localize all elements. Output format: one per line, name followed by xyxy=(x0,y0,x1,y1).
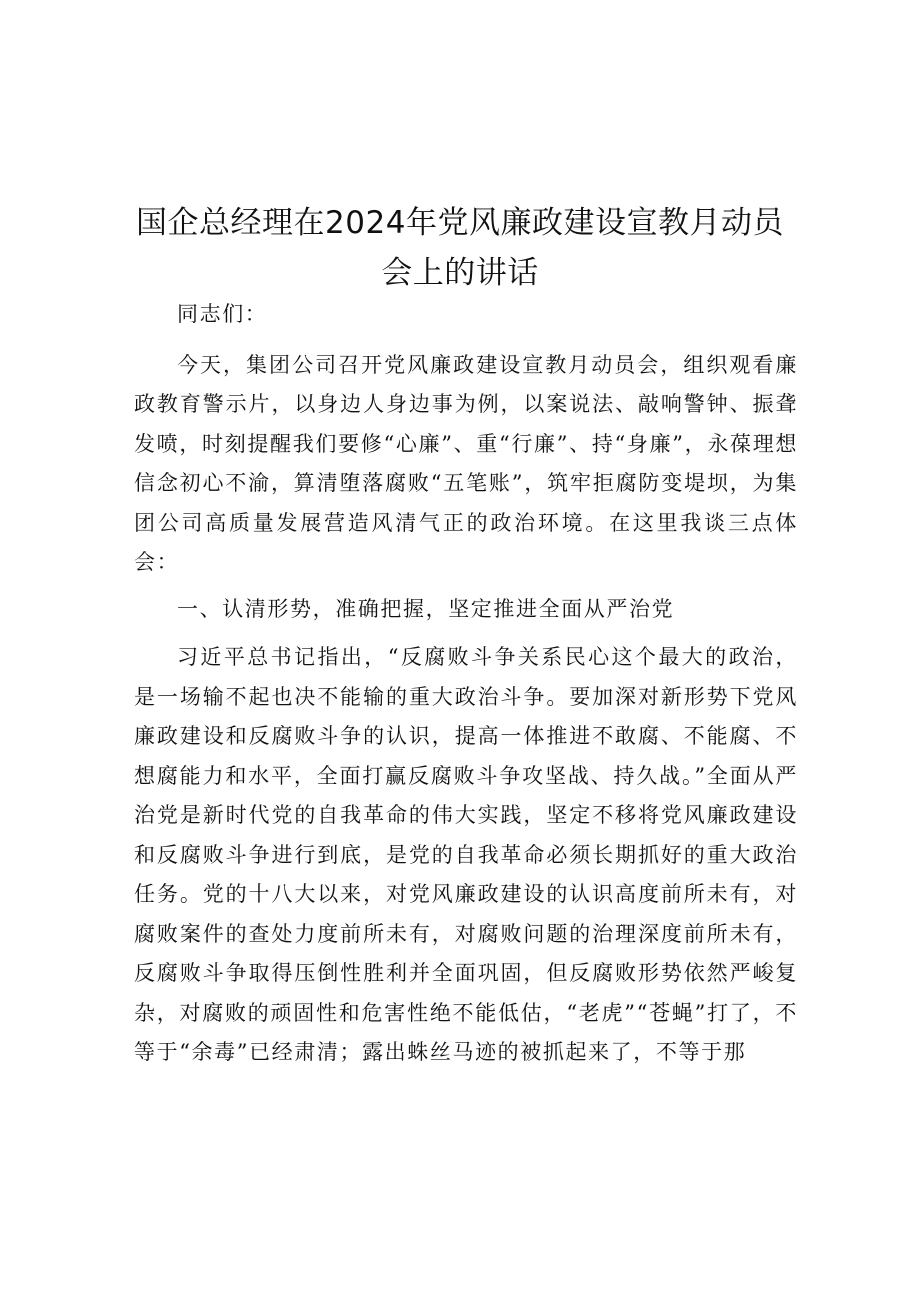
greeting: 同志们： xyxy=(177,302,268,326)
document-title xyxy=(120,198,800,298)
section-heading-1: 一、认清形势，准确把握，坚定推进全面从严治党 xyxy=(177,596,675,621)
document-body xyxy=(134,295,798,1080)
title-line-1: 国企总经理在2024年党风廉政建设宣教月动员 xyxy=(136,205,784,241)
paragraph-section-1: 习近平总书记指出，“反腐败斗争关系民心这个最大的政治，是一场输不起也决不能输的重大政治斗争。要加深对新形势下党风廉政建设和反腐败斗争的认识，提高一体推进不敢腐、不能腐、不想腐能力和水平，全面打赢反腐败斗争攻坚战、持久战。”全面从严治党是新时代党的自我革命的伟大实践，坚定不移将党风廉政建设和反腐败斗争进行到底，是党的自我革命必须长期抓好的重大政治任务。党的十八大以来，对党风廉政建设的认识高度前所未有，对腐败案件的查处力度前所未有，对腐败问题的治理深度前所未有，反腐败斗争取得压倒性胜利并全面巩固，但反腐败形势依然严峻复杂，对腐败的顽固性和危害性绝不能低估，“老虎”“苍蝇”打了，不等于“余毒”已经肃清；露出蛛丝马迹的被抓起来了，不等于那 xyxy=(134,645,798,1064)
title-line-2: 会上的讲话 xyxy=(381,255,539,291)
paragraph-intro: 今天，集团公司召开党风廉政建设宣教月动员会，组织观看廉政教育警示片，以身边人身边事为例，以案说法、敲响警钟、振聋发喷，时刻提醒我们要修“心廉”、重“行廉”、持“身廉”，永葆理想信念初心不渝，算清堕落腐败“五笔账”，筑牢拒腐防变堤坝，为集团公司高质量发展营造风清气正的政治环境。在这里我谈三点体会： xyxy=(134,352,798,574)
